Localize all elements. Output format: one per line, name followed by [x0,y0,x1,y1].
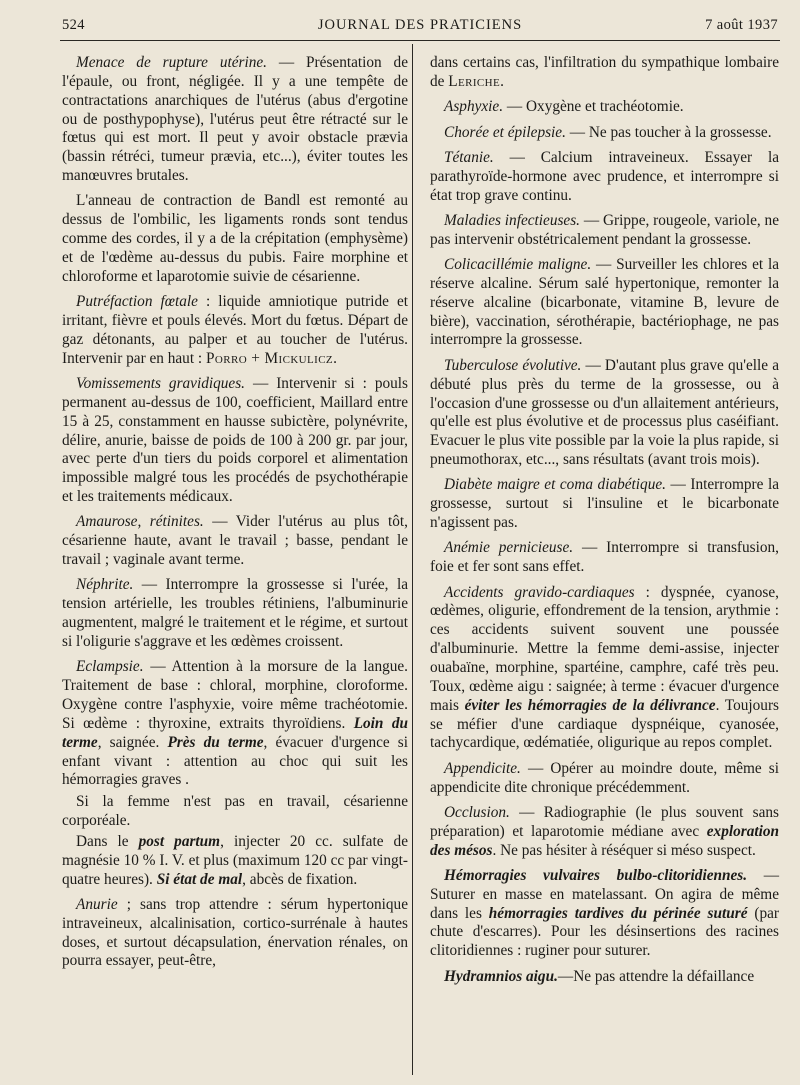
section-appendicite [430,760,779,798]
section-title: Hydramnios aigu. [444,967,558,985]
left-column [62,54,408,978]
section-nephrite [62,576,408,651]
section-text: (par chute d'escarres). Pour les désinsertions des racines clitoridiennes : ruginer pour suturer. [430,904,779,960]
section-anurie [62,896,408,971]
emphasis: post partum [138,832,221,850]
section-title: Tétanie. [444,148,494,166]
section-title: Appendicite. [444,759,521,777]
section-text: — Calcium intraveineux. Essayer la parathyroïde-hormone avec prudence, et interrompre si état trop grave continu. [430,148,779,204]
section-text: — Ne pas toucher à la grossesse. [565,123,772,141]
section-diabete [430,476,779,533]
section-text: — Radiographie (le plus souvent sans préparation) et laparotomie médiane avec [430,803,779,840]
section-text: , abcès de fixation. [242,870,358,888]
section-title: Menace de rupture utérine. [76,54,267,71]
section-colicacillemie [430,256,779,350]
section-title: Chorée et épilepsie. [444,123,566,141]
section-text: , saignée. [97,733,168,751]
emphasis: Si état de mal [156,870,243,888]
section-rupture-uterine [62,54,408,186]
section-text: Dans le [76,832,139,850]
section-anemie-pernicieuse [430,539,779,577]
section-text: — Interrompre la grossesse, surtout si l'insuline et le bicarbonate n'agissent pas. [430,476,780,532]
section-title: Hémorragies vulvaires bulbo-clitoridiennes. [444,866,748,884]
section-text: . Toujours se méfier d'une cardiaque dyspnéique, cyanosée, tachycardique, œdématiée, oligurique au repos complet. [430,696,779,752]
section-text: . Ne pas hésiter à réséquer si méso suspect. [492,841,756,859]
section-text: — Attention à la morsure de la langue. Traitement de base : chloral, morphine, cloroforme. Oxygène contre l'asphyxie, voire même trachéotomie. Si œdème : thyroxine, extraits thyroïdiens. [62,658,408,732]
section-text: L'anneau de contraction de Bandl est remonté au dessus de l'ombilic, les ligaments ronds sont tendus comme des cordes, il y a de la crépitation (emphysème) et de l'œdème au-dessus du pubis. Faire morphine et chloroforme et laparotomie suivie de césarienne. [62,192,408,285]
section-occlusion [430,804,779,861]
surgeon-name: Leriche [448,72,501,90]
right-column [430,54,779,993]
section-text: — Oxygène et trachéotomie. [503,98,684,116]
section-tetanie [430,149,779,206]
emphasis: Loin du terme [62,714,408,751]
section-accidents-gravido-cardiaques [430,584,779,754]
section-title: Diabète maigre et coma diabétique. [444,476,666,494]
section-text: Si la femme n'est pas en travail, césarienne corporéale. [62,792,408,829]
emphasis: Près du terme [167,733,264,751]
paragraph-post-partum [62,833,408,890]
section-text: — Vider l'utérus au plus tôt, césarienne haute, avant le travail ; basse, pendant le travail ; vaginale avant terme. [62,513,408,569]
section-text: —Ne pas attendre la défaillance [557,967,755,985]
section-text: dans certains cas, l'infiltration du sympathique lombaire de [430,54,779,90]
emphasis: exploration des mésos [430,822,779,859]
section-text: — Interrompre si transfusion, foie et fer sont sans effet. [430,539,779,576]
section-title: Anurie [76,895,118,913]
paragraph-bandl [62,192,408,286]
section-text: — Opérer au moindre doute, même si appendicite dite chronique précédemment. [430,759,779,796]
section-asphyxie [430,98,779,117]
running-header [62,17,778,37]
section-amaurose [62,513,408,570]
section-title: Amaurose, rétinites. [76,513,204,531]
section-title: Anémie pernicieuse. [444,539,574,557]
section-title: Néphrite. [76,576,134,594]
section-text: : dyspnée, cyanose, œdèmes, oligurie, effondrement de la tension, arythmie : ces accidents suivent souvent une poussée d'albuminurie. Mettre la femme demi-assise, injecter ouabaïne, morphine, spartéine, camphre, café très peu. Toux, œdème aigu : saignée; à terme : évacuer d'urgence mais [430,583,779,714]
section-text: — Suturer en masse en matelassant. On agira de même dans les [430,866,780,922]
section-text: — Grippe, rougeole, variole, ne pas intervenir obstétricalement pendant la grossesse. [430,211,779,248]
surgeon-name: Porro + Mickulicz [205,349,334,367]
column-divider [412,44,413,1075]
issue-date: 7 août 1937 [705,17,778,33]
section-title: Occlusion. [444,803,510,821]
header-rule [60,40,780,41]
section-text: ; sans trop attendre : sérum hypertonique intraveineux, alcalinisation, cortico-surrénale à hautes doses, et surtout décapsulation, énervation rénales, on pourra essayer, peut-être, [62,895,408,970]
section-choree-epilepsie [430,124,779,143]
section-text: — Surveiller les chlores et la réserve alcaline. Sérum salé hypertonique, remonter la réserve alcaline (bicarbonate, vitamine B, levure de bière), vaccination, sérothérapie, bactériophage, ne pas interrompre la grossesse. [430,256,780,349]
section-text: , évacuer d'urgence si enfant vivant : attention au choc qui suit les hémorragies graves . [62,733,408,789]
section-hydramnios [430,968,779,987]
punctuation: . [500,72,504,90]
section-tuberculose [430,357,779,470]
journal-title: JOURNAL DES PRATICIENS [317,17,523,33]
section-title: Eclampsie. [76,658,144,676]
punctuation: . [333,349,337,367]
section-title: Maladies infectieuses. [444,211,580,229]
section-text: — Intervenir si : pouls permanent au-dessus de 100, coefficient, Maillard entre 15 à 25, constamment en hausse subictère, polynévrite, délire, anurie, baisse de poids de 100 à 200 gr. par jour, avec perte d'un tiers du poids corporel et alimentation impossible malgré tous les procédés de psychothérapie et les traitements médicaux. [62,375,409,506]
section-text: — Interrompre la grossesse si l'urée, la tension artérielle, les troubles rétiniens, l'albuminurie augmentent, malgré le traitement et le régime, et surtout si l'oligurie s'aggrave et les œdèmes croissent. [62,576,408,650]
section-vomissements-gravidiques [62,375,408,507]
emphasis: hémorragies tardives du périnée suturé [488,904,748,922]
section-text: : liquide amniotique putride et irritant, fièvre et pouls élevés. Mort du fœtus. Départ de gaz détonants, au palper et au toucher de l'utérus. Intervenir par en haut : [62,293,409,367]
section-title: Colicacillémie maligne. [444,256,592,274]
page-number: 524 [62,17,85,33]
section-title: Putréfaction fœtale [76,293,198,311]
section-title: Vomissements gravidiques. [76,375,245,392]
section-title: Accidents gravido-cardiaques [444,583,635,601]
section-title: Tuberculose évolutive. [444,356,582,374]
section-text: , injecter 20 cc. sulfate de magnésie 10 % I. V. et plus (maximum 120 cc par vingt-quatre heures). [62,832,408,888]
paragraph-cesarienne [62,793,408,831]
section-text: — Présentation de l'épaule, ou front, négligée. Il y a une tempête de contractations anarchiques de l'utérus (abus d'ergotine ou de posthypophyse), l'utérus peut être rétracté sur le fœtus qui est mort. Il peut y avoir obstacle prævia (bassin rétréci, tumeur prævia, etc...), éviter toutes les manœuvres brutales. [62,54,408,185]
section-putrefaction-foetale [62,293,408,368]
section-text: — D'autant plus grave qu'elle a débuté plus près du terme de la grossesse, ou à l'occasion d'une grossesse ou d'un allaitement antérieurs, qu'elle est plus évolutive et de processus plus caséifiant. Evacuer le plus vite possible par la voie la plus rapide, si pneumothorax, etc..., sans résultats (avant trois mois). [430,356,779,469]
emphasis: éviter les hémorragies de la délivrance [464,696,716,714]
paragraph-leriche [430,54,779,92]
section-title: Asphyxie. [444,98,504,116]
section-maladies-infectieuses [430,212,779,250]
section-hemorragies-vulvaires [430,867,779,961]
section-eclampsie [62,658,408,790]
